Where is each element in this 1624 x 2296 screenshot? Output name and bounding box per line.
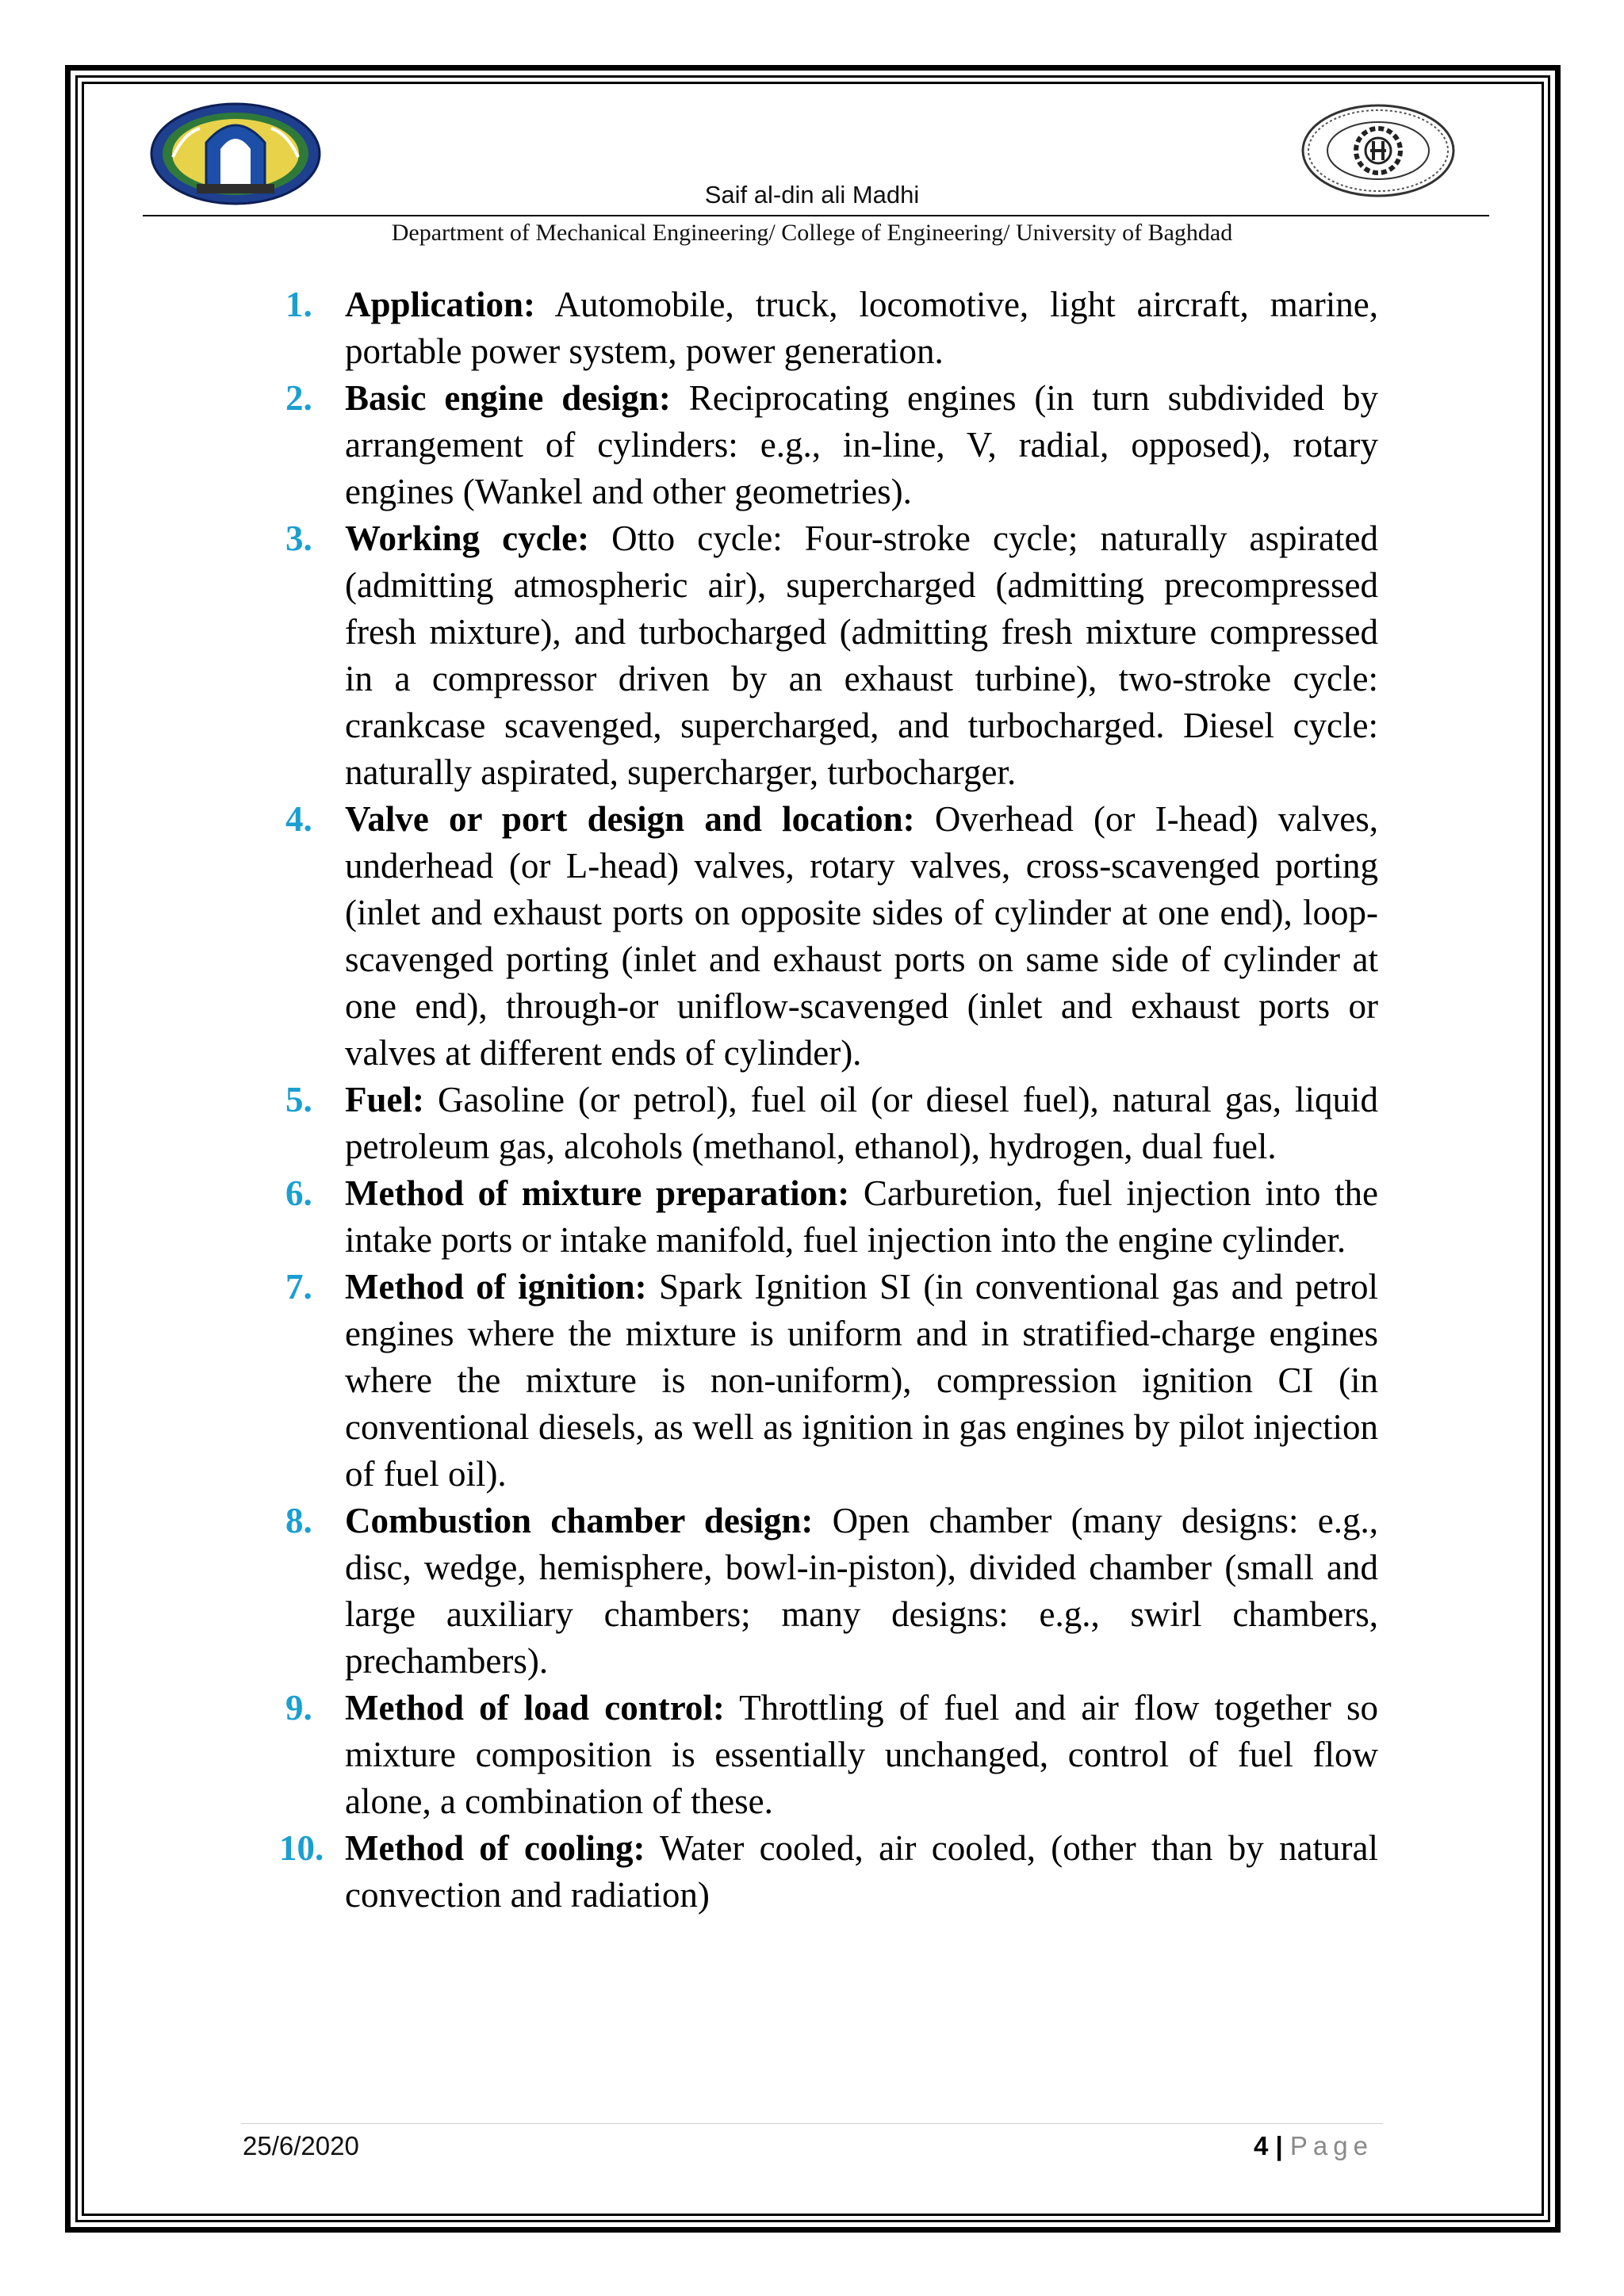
list-item [285, 1077, 1378, 1170]
department-line: Department of Mechanical Engineering/ College of Engineering/ University of Baghdad [391, 220, 1233, 246]
list-number: 5. [285, 1080, 312, 1119]
item-text: Open chamber (many designs: e.g., disc, wedge, hemisphere, bowl-in-piston), divided chamber (small and large auxiliary chambers; many designs: e.g., swirl chambers, prechambers). [345, 1501, 1378, 1681]
item-text: Carburetion, fuel injection into the intake ports or intake manifold, fuel injection into the engine cylinder. [345, 1173, 1378, 1260]
item-label: Method of cooling: [345, 1828, 645, 1868]
footer-divider [241, 2123, 1383, 2124]
header-divider [143, 215, 1489, 216]
list-item [285, 375, 1378, 515]
item-label: Valve or port design and location: [345, 799, 915, 839]
list-item [285, 1170, 1378, 1264]
author-name: Saif al-din ali Madhi [704, 181, 920, 209]
item-text: Reciprocating engines (in turn subdivided by arrangement of cylinders: e.g., in-line, V, radial, opposed), rotary engines (Wankel and other geometries). [345, 378, 1378, 511]
list-number: 9. [285, 1688, 312, 1728]
item-label: Basic engine design: [345, 378, 671, 418]
page-separator: | [1275, 2131, 1283, 2160]
item-label: Method of ignition: [345, 1267, 647, 1307]
list-number: 10. [279, 1828, 324, 1868]
list-number: 3. [285, 519, 312, 558]
item-label: Fuel: [345, 1080, 424, 1119]
list-number: 8. [285, 1501, 312, 1540]
item-text: Throttling of fuel and air flow together so mixture composition is essentially unchanged, control of fuel flow alone, a combination of these. [345, 1688, 1378, 1821]
list-item [285, 281, 1378, 375]
footer-date: 25/6/2020 [243, 2131, 359, 2160]
list-item [285, 1498, 1378, 1685]
list-item [285, 796, 1378, 1077]
list-item [285, 1685, 1378, 1825]
classification-list [279, 281, 1378, 1919]
item-text: Overhead (or I-head) valves, underhead (or L-head) valves, rotary valves, cross-scavenged porting (inlet and exhaust ports on opposite sides of cylinder at one end), loop-scavenged porting (inlet and exhaust ports on same side of cylinder at one end), through-or uniflow-scavenged (inlet and exhaust ports or valves at different ends of cylinder). [345, 799, 1378, 1073]
item-label: Method of mixture preparation: [345, 1173, 850, 1213]
list-item [279, 1825, 1378, 1919]
item-label: Combustion chamber design: [345, 1501, 814, 1540]
list-number: 4. [285, 799, 312, 839]
page-indicator [1254, 2131, 1373, 2161]
list-item [285, 515, 1378, 796]
item-text: Water cooled, air cooled, (other than by natural convection and radiation) [345, 1828, 1378, 1915]
item-text: Otto cycle: Four-stroke cycle; naturally aspirated (admitting atmospheric air), supercharged (admitting precompressed fresh mixture), and turbocharged (admitting fresh mixture compressed in a compressor driven by an exhaust turbine), two-stroke cycle: crankcase scavenged, supercharged, and turbocharged. Diesel cycle: naturally aspirated, supercharger, turbocharger. [345, 519, 1378, 792]
item-label: Application: [345, 285, 536, 324]
page-number: 4 [1253, 2131, 1269, 2160]
item-label: Method of load control: [345, 1688, 725, 1728]
item-text: Automobile, truck, locomotive, light aircraft, marine, portable power system, power generation. [345, 285, 1378, 371]
list-number: 1. [285, 285, 312, 324]
item-text: Gasoline (or petrol), fuel oil (or diesel fuel), natural gas, liquid petroleum gas, alcohols (methanol, ethanol), hydrogen, dual fuel. [345, 1080, 1378, 1166]
list-item [285, 1264, 1378, 1498]
list-number: 6. [285, 1173, 312, 1213]
list-number: 7. [285, 1267, 312, 1307]
page-word: Page [1289, 2131, 1373, 2160]
item-text: Spark Ignition SI (in conventional gas and petrol engines where the mixture is uniform and in stratified-charge engines where the mixture is non-uniform), compression ignition CI (in conventional diesels, as well as ignition in gas engines by pilot injection of fuel oil). [345, 1267, 1378, 1494]
list-number: 2. [285, 378, 312, 418]
item-label: Working cycle: [345, 519, 590, 558]
